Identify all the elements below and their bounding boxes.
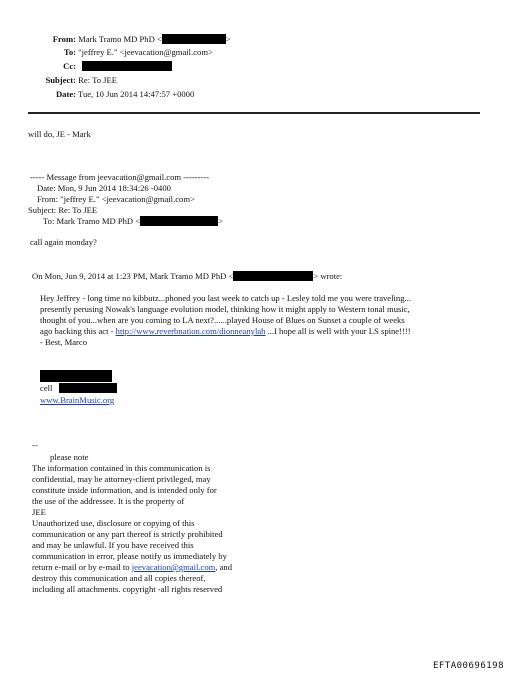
subject-label: Subject: [45,75,76,85]
email-link[interactable]: jeevacation@gmail.com [131,562,216,572]
disclaimer-line-3: constitute inside information, and is intended only for [32,485,217,495]
header-date [30,89,194,100]
disclaimer-line-6: Unauthorized use, disclosure or copying of this [32,518,195,528]
disclaimer-line-2: confidential, may be attorney-client privileged, may [32,474,211,484]
redaction-box [82,61,172,71]
disclaimer-line-4: the use of the addressee. It is the property of [32,496,185,506]
disclaimer-line-8: and may be unlawful. If you have received this [32,540,194,550]
date-label: Date: [55,89,76,99]
forward-to-suffix: > [218,216,223,226]
quoted-intro [32,271,342,282]
quoted-line-4-suffix: ...I hope all is well with your LS spine!!!! [265,326,411,336]
quoted-signoff: - Best, Marco [40,337,88,347]
forward-to [43,216,223,227]
footer-dashes: -- [32,440,38,450]
brainmusic-link[interactable]: www.BrainMusic.org [40,395,115,405]
forward-body: call again monday? [30,237,97,247]
reverbnation-link[interactable]: http://www.reverbnation.com/dionneanylah [115,326,266,336]
quoted-intro-prefix: On Mon, Jun 9, 2014 at 1:23 PM, Mark Tramo MD PhD < [32,271,234,281]
reply-text: will do, JE - Mark [28,129,91,139]
forward-from: From: "jeffrey E." <jeevacation@gmail.com> [37,194,195,204]
header-cc [30,61,172,72]
disclaimer-line-11: destroy this communication and all copies thereof, [32,573,206,583]
forward-subject: Subject: Re: To JEE [28,205,98,215]
cell-label: cell [40,383,53,393]
to-label: To: [63,47,76,57]
redaction-box [233,271,313,281]
cc-label: Cc: [63,61,76,71]
disclaimer-line-12: including all attachments. copyright -all rights reserved [32,584,223,594]
please-note: please note [50,452,89,462]
forward-marker: ----- Message from jeevacation@gmail.com --------- [30,172,209,182]
header-to [30,47,213,58]
quoted-line-1: Hey Jeffrey - long time no kibbutz...phoned you last week to catch up - Lesley told me you were traveling... [40,293,411,303]
disclaimer-line-1: The information contained in this communication is [32,463,211,473]
date-value: Tue, 10 Jun 2014 14:47:57 +0000 [78,89,195,99]
redaction-box [140,216,218,226]
document-id: EFTA00696198 [432,661,504,671]
from-label: From: [52,34,76,44]
redaction-box [40,370,112,382]
forward-to-prefix: To: Mark Tramo MD PhD < [43,216,141,226]
redaction-box [59,383,117,393]
disclaimer-email-prefix: return e-mail or by e-mail to [32,562,132,572]
disclaimer-line-10 [32,562,232,573]
header-subject [30,75,117,86]
quoted-line-4-prefix: ago backing this act - [40,326,116,336]
quoted-line-4 [40,326,411,337]
from-suffix: > [225,34,231,44]
header-from [30,34,231,45]
disclaimer-line-9: communication in error, please notify us immediately by [32,551,227,561]
forward-date: Date: Mon, 9 Jun 2014 18:34:26 -0400 [37,183,171,193]
subject-value: Re: To JEE [78,75,118,85]
disclaimer-email-suffix: , and [215,562,233,572]
disclaimer-line-7: communication or any part thereof is strictly prohibited [32,529,223,539]
disclaimer-line-5: JEE [32,507,46,517]
cell-line [40,383,117,394]
header-divider [28,112,480,114]
quoted-line-2: presently perusing Nowak's language evolution model, thinking how it might apply to Western tonal music, [40,304,410,314]
to-value: "jeffrey E." <jeevacation@gmail.com> [78,47,213,57]
quoted-intro-suffix: > wrote: [313,271,343,281]
quoted-line-3: thought of you...when are you coming to LA next?......played House of Blues on Sunset a couple of weeks [40,315,405,325]
from-value: Mark Tramo MD PhD < [78,34,162,44]
redaction-box [162,34,226,44]
